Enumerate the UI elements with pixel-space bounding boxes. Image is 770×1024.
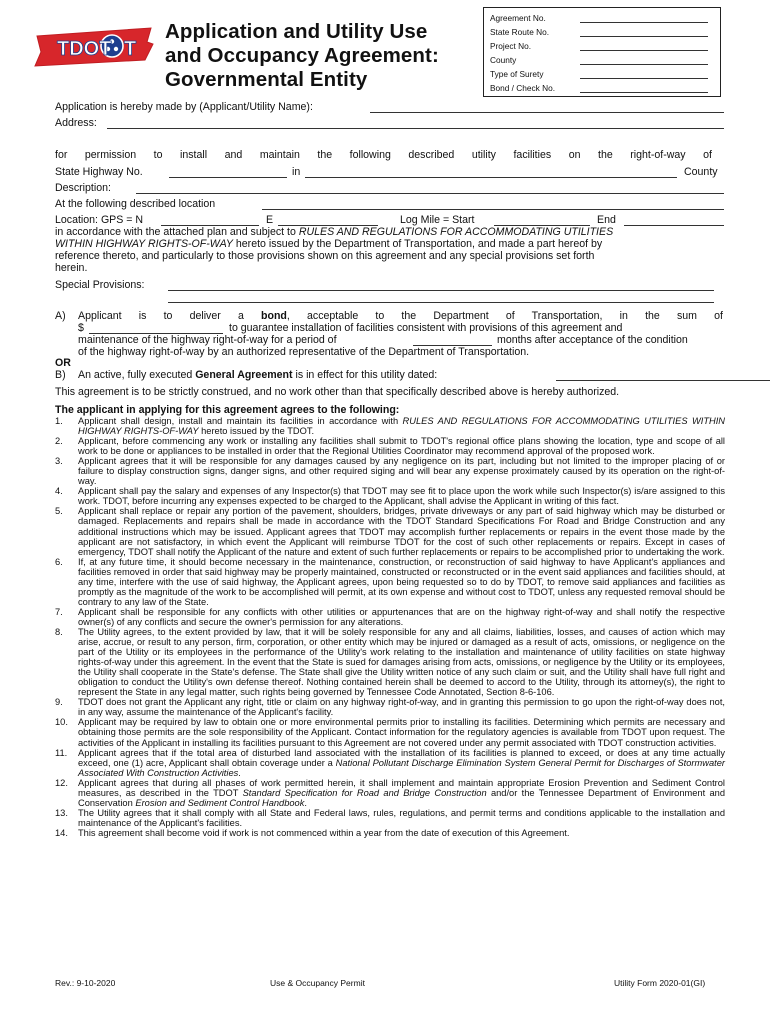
item-text: and/or the Tennessee Department of Environment and Conservation <box>78 787 725 808</box>
info-row[interactable] <box>490 39 714 53</box>
title-line: and Occupancy Agreement: <box>165 44 439 67</box>
description-label: Description: <box>55 182 111 194</box>
item-number: 3. <box>55 456 63 467</box>
item-text: If, at any future time, it should become necessary in the maintenance, construction, or reconstruction of said highway to have Applicant's appliances and facilities removed in order that said highway may be properly maintained, constructed or reconstructed or in the event said appliances and facilities should, at any time, interfere with the use of said highway, the Applicant agrees, upon being requested so to do by TDOT, to remove said appliances and facilities as promptly as the magnitude of the work to be accomplished will permit, at its own expense and without cost to TDOT, unless any requested removal should be contrary to any law of the State. <box>78 556 725 607</box>
accordance-text: in accordance with the attached plan and subject to <box>55 226 299 238</box>
strict-construction-text: This agreement is to be strictly construed, and no work other than that specifically described above is hereby authorized. <box>55 386 620 398</box>
county-field[interactable] <box>305 177 677 178</box>
info-label: Bond / Check No. <box>490 83 556 93</box>
permission-word: following <box>349 149 391 161</box>
permission-word: the <box>317 149 333 161</box>
item-text: hereto issued by the TDOT. <box>198 426 315 437</box>
accordance-line-2 <box>55 238 602 250</box>
title-line: Governmental Entity <box>165 68 368 91</box>
option-a-marker: A) <box>55 310 66 322</box>
list-item <box>55 828 725 838</box>
permission-word: and <box>224 149 243 161</box>
county-label: County <box>684 166 718 178</box>
item-text: Applicant shall replace or repair any portion of the pavement, shoulders, bridges, private driveways or any part of said highway which may be disturbed or damaged. Replacements and repairs shall be made in accordance with the TDOT Standard Specifications For Road and Bridge Construction and any additional instructions which may be issued. Applicant agrees that TDOT may accomplish further replacements or repairs in the event those made by the applicant are not satisfactory, in which event the Applicant will reimburse TDOT for the cost of such other replacements or repairs. Except in cases of emergency, TDOT shall notify the Applicant of the nature and extent of such further replacements or repairs to be accomplished prior to undertaking the work. <box>78 506 725 557</box>
list-item <box>55 436 725 456</box>
option-a-line-3b: months after acceptance of the condition <box>497 334 688 346</box>
item-text: TDOT does not grant the Applicant any right, title or claim on any highway right-of-way, and in granting this permission to go upon the right-of-way does not, in any way, assume the maintenance of the Applicant's facility. <box>78 697 725 718</box>
logo-text-tail: T <box>124 38 137 60</box>
item-number: 10. <box>55 717 68 728</box>
accordance-line-3: reference thereto, and particularly to those provisions shown on this agreement and any special provisions set forth <box>55 250 595 262</box>
footer-title: Use & Occupancy Permit <box>270 978 365 988</box>
permission-word: for <box>55 149 68 161</box>
option-a-text: Applicant is to deliver a <box>78 310 262 322</box>
special-provisions-field-2[interactable] <box>168 302 714 303</box>
option-a-line-4: of the highway right-of-way by an authorized representative of the Department of Transportation. <box>78 346 530 358</box>
location-label: At the following described location <box>55 198 216 210</box>
info-blank[interactable] <box>580 36 708 37</box>
gps-label: Location: GPS = N <box>55 214 144 226</box>
info-label: State Route No. <box>490 27 550 37</box>
list-item <box>55 506 725 556</box>
item-text: Applicant agrees that during all phases of work permitted herein, it shall implement and maintain appropriate Erosion Prevention and Sediment Control measures, as described in the TDOT <box>78 777 725 798</box>
item-text: This agreement shall become void if work is not commenced within a year from the date of execution of this Agreement. <box>78 827 570 838</box>
item-number: 5. <box>55 506 63 517</box>
option-a-line-3a: maintenance of the highway right-of-way for a period of <box>78 334 337 346</box>
list-item <box>55 778 725 808</box>
item-text: The Utility agrees, to the extent provided by law, that it will be solely responsible for any and all claims, liabilities, losses, and causes of action which may arise, accrue, or result to any person, firm, corporation, or other entity which may be injured or damaged as a result of acts, omissions, or negligence on the part of the Utility or its employees in the performance of the Utility's work relating to the installation and maintenance of utility facilities on state highway rights-of-way under this agreement. In the event that the State is sued for damages arising from acts, omissions, or negligence by the Utility or its employees, the Utility shall cooperate in the State's defense. The State shall give the Utility written notice of any such claim or suit, and the Utility shall have full right and obligation to conduct the Utility's own defense thereof. Nothing contained herein shall be deemed to accord to the Utility, through its attorney(s), the right to represent the State in any legal matter, such rights being governed by Tennessee Code Annotated, Section 8-6-106. <box>78 626 725 698</box>
end-label: End <box>597 214 616 226</box>
page-title <box>165 20 475 92</box>
item-text: Applicant may be required by law to obtain one or more environmental permits prior to installing its facilities. Determining which permits are necessary and obtaining those permits are the sole responsibility of the Applicant. Contact information for the regulatory agencies is available from TDOT upon request. The activities of the Applicant in installing its facilities pursuant to this Agreement are not covered under any permit associated with TDOT construction activities. <box>78 717 725 748</box>
list-item <box>55 486 725 506</box>
info-blank[interactable] <box>580 92 708 93</box>
item-number: 7. <box>55 606 63 617</box>
option-b-text: is in effect for this utility dated: <box>292 369 438 381</box>
info-row[interactable] <box>490 25 714 39</box>
dollar-sign: $ <box>78 322 84 334</box>
item-text: Applicant shall design, install and maintain its facilities in accordance with <box>78 416 403 426</box>
state-highway-label: State Highway No. <box>55 166 143 178</box>
item-text: . <box>238 767 241 778</box>
item-text: Applicant shall pay the salary and expenses of any Inspector(s) that TDOT may see fit to place upon the work while such Inspector(s) is/are assigned to this work. TDOT, before incurring any expenses expected to be charged to the Applicant, shall advise the Applicant in writing of this fact. <box>78 486 725 507</box>
option-b-line <box>78 369 437 381</box>
permission-word: install <box>180 149 208 161</box>
item-italic: Standard Specification for Road and Bridge Construction <box>242 787 487 798</box>
general-agreement-word: General Agreement <box>195 369 293 381</box>
rules-title-cont: WITHIN HIGHWAY RIGHTS-OF-WAY <box>55 238 233 250</box>
address-label: Address: <box>55 117 97 129</box>
permission-word: the <box>598 149 613 161</box>
info-blank[interactable] <box>580 22 708 23</box>
option-a-text: , acceptable to the Department of Transportation, in the sum of <box>286 310 723 322</box>
info-label: County <box>490 55 517 65</box>
item-text: Applicant agrees that it will be responsible for any damages caused by any negligence on its part, including but not limited to the improper placing of or failure to display construction signs, danger signs, and other required siging and will bear any expense proximately caused by its operation on the right-of-way. <box>78 456 725 487</box>
info-label: Project No. <box>490 41 532 51</box>
description-field[interactable] <box>136 193 724 194</box>
gps-e-label: E <box>266 214 274 226</box>
item-text: Applicant, before commencing any work or installing any facilities shall submit to TDOT's regional office plans showing the location, type and scope of all work to be done or appliances to be installed in order that the Regional Utilities Coordinator may recommend approval of the proposed work. <box>78 436 725 457</box>
info-row[interactable] <box>490 67 714 81</box>
item-italic: National Pollutant Discharge Elimination System General Permit for Discharges of Stormwater Associated With Construction Activities <box>78 757 726 778</box>
item-number: 14. <box>55 827 68 838</box>
info-row[interactable] <box>490 81 714 95</box>
info-row[interactable] <box>490 53 714 67</box>
accordance-line-4: herein. <box>55 262 88 274</box>
permission-word: utility <box>471 149 496 161</box>
item-number: 6. <box>55 556 63 567</box>
permission-word: facilities <box>513 149 552 161</box>
item-text: . <box>304 797 307 808</box>
item-number: 12. <box>55 777 68 788</box>
general-agreement-date-field[interactable] <box>556 380 770 381</box>
info-blank[interactable] <box>580 78 708 79</box>
item-number: 8. <box>55 626 63 637</box>
location-field[interactable] <box>262 209 724 210</box>
list-item <box>55 627 725 697</box>
item-number: 9. <box>55 697 63 708</box>
permission-word: maintain <box>259 149 300 161</box>
log-mile-label: Log Mile = Start <box>400 214 475 226</box>
tennessee-state-shape-icon <box>33 22 155 74</box>
accordance-line-1 <box>55 226 613 238</box>
option-a-line-1 <box>78 310 723 322</box>
item-number: 4. <box>55 486 63 497</box>
permission-word: described <box>408 149 455 161</box>
list-item <box>55 607 725 627</box>
special-provisions-field-1[interactable] <box>168 290 714 291</box>
footer-revision: Rev.: 9-10-2020 <box>55 978 116 988</box>
info-row[interactable] <box>490 11 714 25</box>
agreement-terms-list <box>55 416 725 838</box>
footer-form-number: Utility Form 2020-01(GI) <box>614 978 706 988</box>
bond-word: bond <box>261 310 287 322</box>
list-item <box>55 697 725 717</box>
permission-word: on <box>568 149 581 161</box>
item-italic: Erosion and Sediment Control Handbook <box>135 797 305 808</box>
list-item <box>55 808 725 828</box>
info-label: Agreement No. <box>490 13 546 23</box>
tdot-logo <box>33 22 155 74</box>
info-blank[interactable] <box>580 64 708 65</box>
item-number: 2. <box>55 436 63 447</box>
permission-word: permission <box>84 149 137 161</box>
agrees-heading: The applicant in applying for this agreement agrees to the following: <box>55 404 400 416</box>
logo-text: TDOT <box>57 38 112 60</box>
special-provisions-label: Special Provisions: <box>55 279 145 291</box>
option-a-line-2: to guarantee installation of facilities consistent with provisions of this agreement and <box>229 322 623 334</box>
item-italic: RULES AND REGULATIONS FOR ACCOMMODATING UTILITIES WITHIN HIGHWAY RIGHTS-OF-WAY <box>78 416 726 437</box>
permission-word: of <box>703 149 712 161</box>
applicant-label: Application is hereby made by (Applicant/Utility Name): <box>55 101 313 113</box>
list-item <box>55 748 725 778</box>
permission-line <box>55 149 712 161</box>
option-b-marker: B) <box>55 369 66 381</box>
info-label: Type of Surety <box>490 69 544 79</box>
state-highway-field[interactable] <box>169 177 287 178</box>
list-item <box>55 416 725 436</box>
title-line: Application and Utility Use <box>165 20 428 43</box>
item-number: 13. <box>55 807 68 818</box>
item-text: The Utility agrees that it shall comply with all State and Federal laws, rules, regulations, and permit terms and conditions applicable to the installation and maintenance of the Applicant's facilities. <box>78 807 725 828</box>
log-mile-end-field[interactable] <box>624 225 724 226</box>
address-field[interactable] <box>107 128 724 129</box>
permission-word: to <box>153 149 163 161</box>
permission-word: right-of-way <box>630 149 686 161</box>
list-item <box>55 557 725 607</box>
item-number: 11. <box>55 747 68 758</box>
applicant-name-field[interactable] <box>370 112 724 113</box>
option-b-text: An active, fully executed <box>78 369 196 381</box>
list-item <box>55 717 725 747</box>
item-text: Applicant agrees that if the total area of disturbed land associated with the installation of its facilities is planned to exceed, or does at any time actually exceed, one (1) acre, Applicant shall obtain coverage under a <box>78 747 725 768</box>
in-label: in <box>292 166 301 178</box>
agreement-info-box <box>483 7 721 97</box>
item-number: 1. <box>55 416 63 426</box>
item-text: Applicant shall be responsible for any conflicts with other utilities or appurtenances that are on the highway right-of-way and shall notify the respective owner(s) of any conflicts and secure the owner's permission for any alterations. <box>78 606 725 627</box>
info-blank[interactable] <box>580 50 708 51</box>
or-label: OR <box>55 357 71 369</box>
list-item <box>55 456 725 486</box>
accordance-text: hereto issued by the Department of Transportation, and made a part hereof by <box>232 238 603 250</box>
rules-title: RULES AND REGULATIONS FOR ACCOMMODATING UTILITIES <box>298 226 614 238</box>
